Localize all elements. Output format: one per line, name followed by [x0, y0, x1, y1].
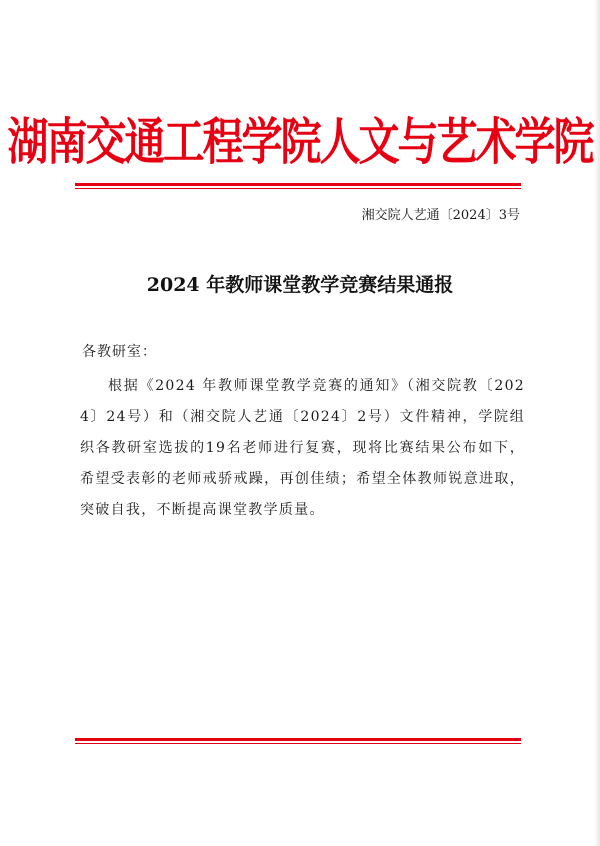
institution-masthead: 湖南交通工程学院人文与艺术学院	[7, 111, 593, 171]
body-paragraph: 根据《2024 年教师课堂教学竞赛的通知》（湘交院教〔2024〕24号）和（湘交院人艺通〔2024〕2号）文件精神，学院组织各教研室选拔的19名老师进行复赛，现将比赛结果公布如下，希望受表彰的老师戒骄戒躁，再创佳绩；希望全体教师锐意进取，突破自我，不断提高课堂教学质量。	[80, 378, 525, 518]
header-divider-thin	[75, 188, 521, 189]
document-number: 湘交院人艺通〔2024〕3号	[361, 208, 520, 223]
header-divider-thick	[75, 183, 521, 186]
document-title: 2024 年教师课堂教学竞赛结果通报	[146, 274, 454, 296]
footer-divider-thick	[75, 738, 521, 741]
salutation: 各教研室：	[82, 344, 157, 360]
page-edge-shadow	[594, 0, 600, 846]
header-divider	[75, 183, 521, 189]
footer-divider	[75, 738, 521, 744]
footer-divider-thin	[75, 743, 521, 744]
